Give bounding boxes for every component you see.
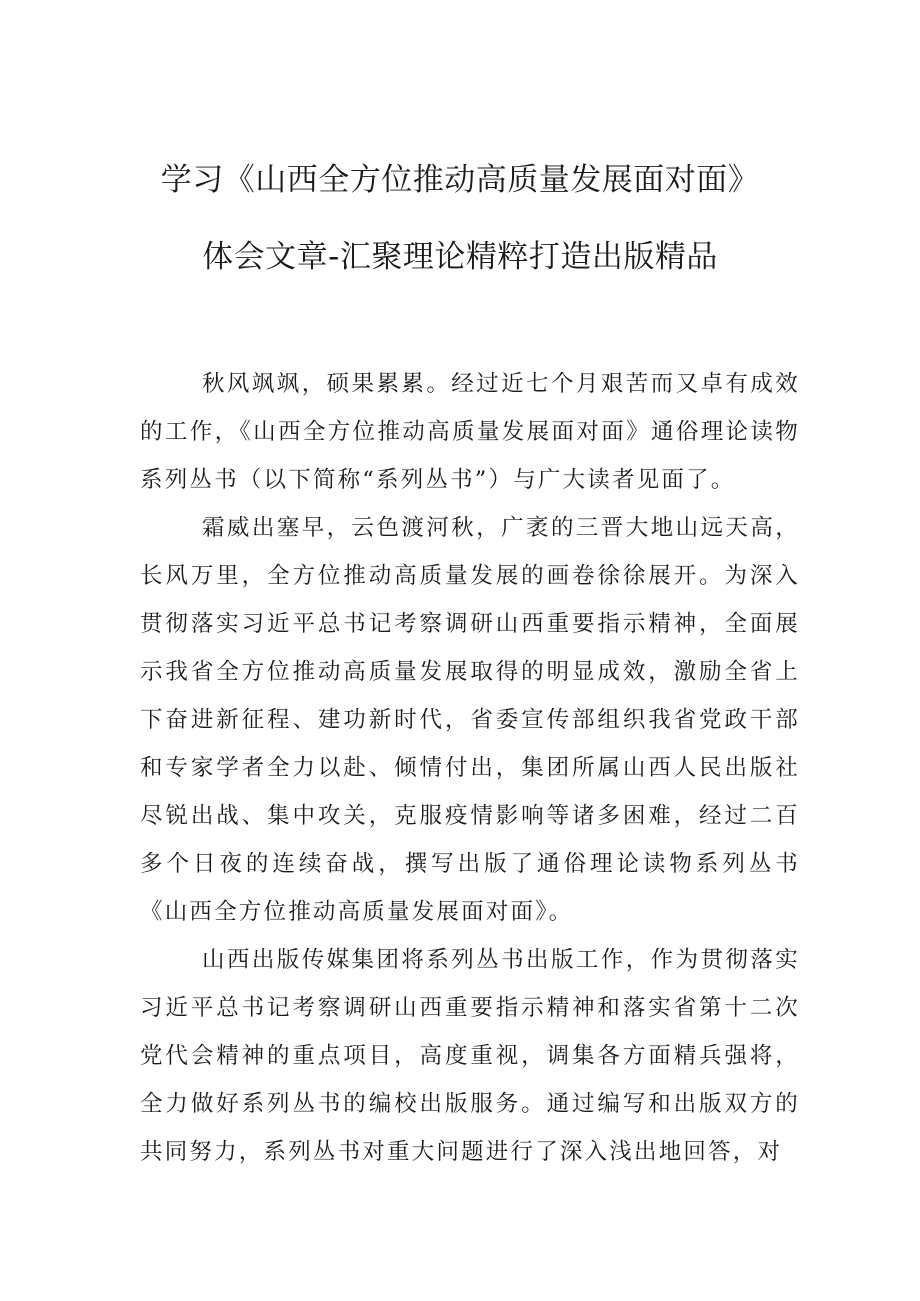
document-title-line-1: 学习《山西全方位推动高质量发展面对面》 (160, 162, 760, 198)
paragraph-2: 霜威出塞早，云色渡河秋，广袤的三晋大地山远天高，长风万里，全方位推动高质量发展的画卷徐徐展开。为深入贯彻落实习近平总书记考察调研山西重要指示精神，全面展示我省全方位推动高质量发展取得的明显成效，激励全省上下奋进新征程、建功新时代，省委宣传部组织我省党政干部和专家学者全力以赴、倾情付出，集团所属山西人民出版社尽锐出战、集中攻关，克服疫情影响等诸多困难，经过二百多个日夜的连续奋战，撰写出版了通俗理论读物系列丛书《山西全方位推动高质量发展面对面》。 (140, 515, 800, 925)
document-body (140, 360, 800, 1301)
paragraph-3: 山西出版传媒集团将系列丛书出版工作，作为贯彻落实习近平总书记考察调研山西重要指示精神和落实省第十二次党代会精神的重点项目，高度重视，调集各方面精兵强将，全力做好系列丛书的编校出版服务。通过编写和出版双方的共同努力，系列丛书对重大问题进行了深入浅出地回答，对 (140, 947, 800, 1165)
paragraph-1: 秋风飒飒，硕果累累。经过近七个月艰苦而又卓有成效的工作，《山西全方位推动高质量发展面对面》通俗理论读物系列丛书（以下简称“系列丛书”）与广大读者见面了。 (140, 371, 800, 493)
document-title-line-2: 体会文章-汇聚理论精粹打造出版精品 (202, 239, 718, 275)
